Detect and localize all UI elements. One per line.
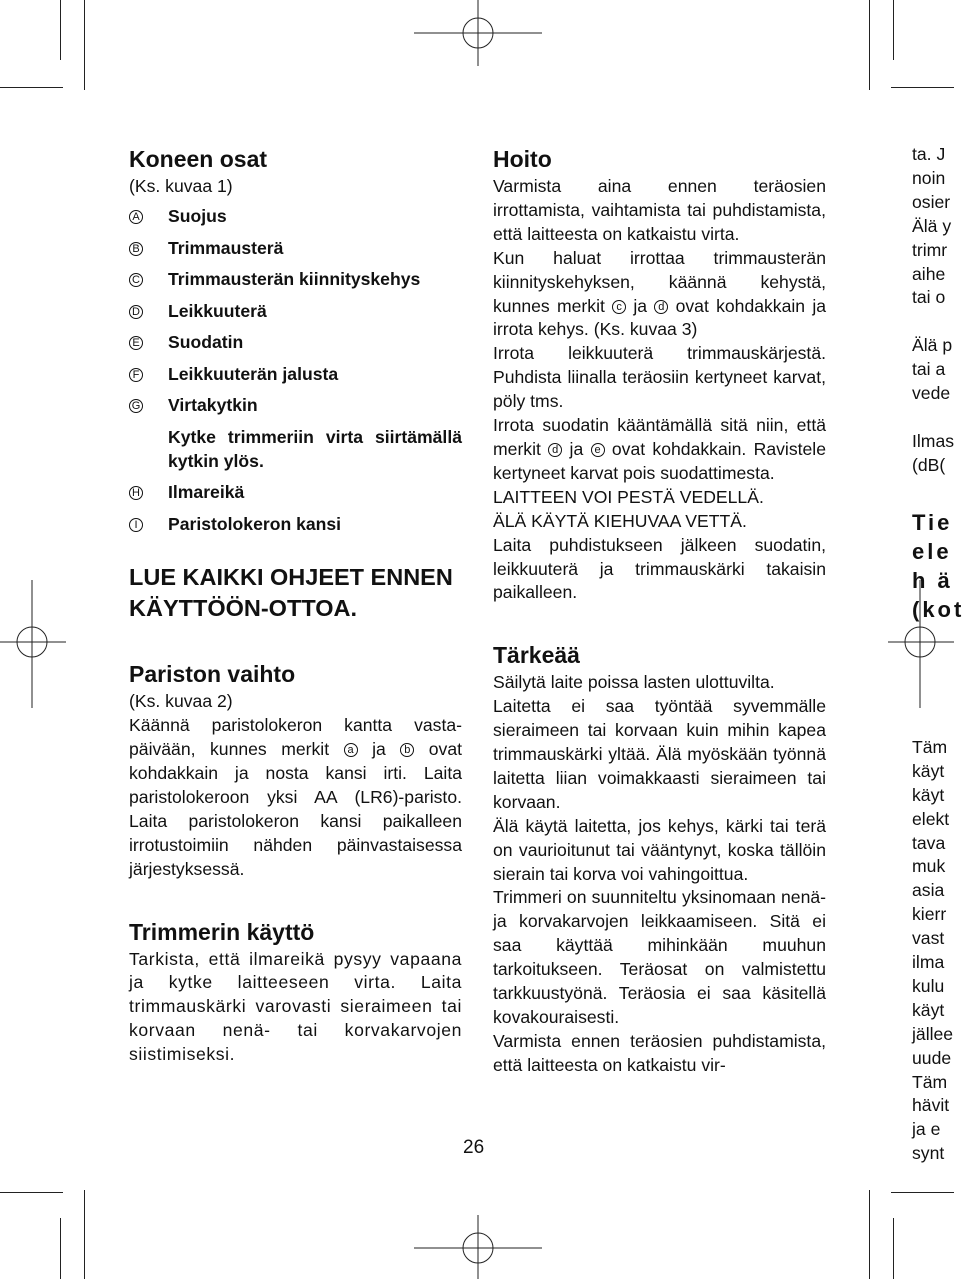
important-paragraph: Säilytä laite poissa lasten ulottuvilta. xyxy=(493,672,775,693)
part-letter-circle: E xyxy=(129,336,143,350)
section-title-trimmerin-kaytto: Trimmerin käyttö xyxy=(129,918,315,945)
left-column xyxy=(129,143,462,1067)
fragment-line: Ilmas xyxy=(912,431,955,452)
part-item xyxy=(129,394,462,426)
fragment-line: ta. J xyxy=(912,144,946,164)
care-text: ovat kohdakkain. Ravistele kertyneet karvat pois suodattimesta. xyxy=(493,438,826,483)
part-letter-circle: C xyxy=(129,273,143,287)
no-boiling-water-notice: ÄLÄ KÄYTÄ KIEHUVAA VETTÄ. xyxy=(493,510,747,531)
fragment-line: noin xyxy=(912,167,946,188)
care-text: Kun haluat irrottaa trimmausterän kiinnityskehyksen, käännä kehystä, kunnes merkit xyxy=(493,247,826,316)
crop-mark xyxy=(893,1218,894,1279)
part-label: Leikkuuterän jalusta xyxy=(168,363,339,384)
fragment-heading-line: (kot xyxy=(912,596,965,622)
fragment-line: vast xyxy=(912,928,945,949)
crop-mark xyxy=(893,0,894,60)
registration-mark-bottom xyxy=(414,1215,542,1279)
middle-column xyxy=(493,143,826,1078)
part-item xyxy=(129,513,462,545)
figure-reference: (Ks. kuvaa 2) xyxy=(129,691,233,712)
important-paragraph: Trimmeri on suunniteltu yksinomaan nenä- ja korvakarvojen leikkaamiseen. Sitä ei saa käyttää mihinkään muuhun tarkoitukseen. Teräosat on valmistettu tarkkuustyönä. Teräosia ei saa käsitellä kovakouraisesti. xyxy=(493,887,826,1027)
registration-mark-top xyxy=(414,0,542,66)
part-label: Suodatin xyxy=(168,332,244,353)
fragment-line: jällee xyxy=(912,1023,954,1044)
part-item xyxy=(129,363,462,395)
care-paragraph xyxy=(493,414,826,486)
part-label: Suojus xyxy=(168,205,227,226)
fragment-line: (dB( xyxy=(912,454,946,475)
fragment-line: aihe xyxy=(912,263,946,284)
part-label: Trimmausterä xyxy=(168,237,284,258)
crop-mark xyxy=(84,0,85,90)
part-label: Paristolokeron kansi xyxy=(168,513,342,534)
mark-c-circle: c xyxy=(612,300,626,314)
care-paragraph xyxy=(493,247,826,343)
fragment-heading-line: h ä xyxy=(912,567,953,593)
battery-text-b: ja xyxy=(372,739,386,760)
crop-mark xyxy=(891,87,954,88)
care-text: ja xyxy=(633,295,648,316)
fragment-line: tai o xyxy=(912,287,946,308)
mark-d-circle: d xyxy=(654,300,668,314)
fragment-line: ja e xyxy=(912,1119,941,1140)
care-text: ovat kohdakkain ja irrota kehys. (Ks. kuvaa 3) xyxy=(493,295,827,340)
part-item xyxy=(129,300,462,332)
page-number: 26 xyxy=(463,1137,485,1158)
crop-mark xyxy=(0,87,63,88)
care-paragraph: Laita puhdistukseen jälkeen suodatin, leikkuuterä ja trimmauskärki takaisin paikalleen. xyxy=(493,534,826,603)
part-label: Ilmareikä xyxy=(168,482,245,503)
part-letter-circle: B xyxy=(129,242,143,256)
part-item xyxy=(129,205,462,237)
fragment-line: vede xyxy=(912,383,951,404)
section-title-hoito: Hoito xyxy=(493,146,552,172)
right-column-fragment xyxy=(912,143,972,1166)
usage-instructions: Tarkista, että ilmareikä pysyy vapaana ja kytke laitteeseen virta. Laita trimmauskärki varovasti sieraimeen tai korvaan nenä- tai korvakarvojen siistimiseksi. xyxy=(129,948,462,1065)
mark-a-circle: a xyxy=(344,743,358,757)
care-paragraph: Irrota leikkuuterä trimmauskärjestä. Puhdista liinalla teräosiin kertyneet karvat, pöly tms. xyxy=(493,343,826,412)
fragment-line: käyt xyxy=(912,760,945,781)
fragment-line: Täm xyxy=(912,736,948,757)
crop-mark xyxy=(84,1190,85,1279)
fragment-line: ilma xyxy=(912,952,945,973)
crop-mark xyxy=(869,0,870,90)
part-item xyxy=(129,481,462,513)
figure-reference: (Ks. kuvaa 1) xyxy=(129,176,233,196)
fragment-line: elekt xyxy=(912,808,950,829)
care-paragraph: Varmista aina ennen teräosien irrottamista, vaihtamista tai puhdistamista, että laitteesta on katkaistu virta. xyxy=(493,176,826,244)
washable-notice: LAITTEEN VOI PESTÄ VEDELLÄ. xyxy=(493,486,764,507)
important-paragraph: Älä käytä laitetta, jos kehys, kärki tai terä on vaurioitunut tai vääntynyt, koska tällöin sierain tai korva voi vahingoittua. xyxy=(493,815,826,884)
fragment-line: asia xyxy=(912,880,945,901)
fragment-line: uude xyxy=(912,1047,952,1068)
fragment-heading-line: Tie xyxy=(912,509,953,535)
fragment-line: Älä p xyxy=(912,335,953,356)
important-paragraph: Laitetta ei saa työntää syvemmälle sieraimeen tai korvaan kuin mihin kapea trimmauskärki yltää. Älä myöskään työnnä laitetta liian voimakkaasti sieraimeen tai korvaan. xyxy=(493,696,826,812)
part-item xyxy=(129,268,462,300)
important-paragraph: Varmista ennen teräosien puhdistamista, että laitteesta on katkaistu vir- xyxy=(493,1030,826,1075)
part-letter-circle: A xyxy=(129,210,143,224)
mark-e-circle: e xyxy=(591,443,605,457)
section-title-koneen-osat: Koneen osat xyxy=(129,146,268,172)
battery-text-a: Käännä paristolokeron kantta vasta-päivään, kunnes merkit xyxy=(129,715,462,760)
fragment-line: käyt xyxy=(912,999,945,1020)
fragment-line: kierr xyxy=(912,904,947,925)
crop-mark xyxy=(891,1192,954,1193)
care-text: ja xyxy=(569,438,584,459)
part-label: Leikkuuterä xyxy=(168,300,267,321)
part-letter-circle: D xyxy=(129,305,143,319)
crop-mark xyxy=(0,1192,63,1193)
care-text: Irrota suodatin kääntämällä sitä niin, että merkit xyxy=(493,415,826,459)
fragment-heading-line: ele xyxy=(912,538,952,564)
part-item xyxy=(129,237,462,269)
fragment-line: tai a xyxy=(912,359,946,380)
fragment-line: osier xyxy=(912,191,951,212)
part-label: Trimmausterän kiinnityskehys xyxy=(168,269,421,290)
part-note-item xyxy=(129,426,462,481)
switch-note: Kytke trimmeriin virta siirtämällä kytkin ylös. xyxy=(168,427,462,471)
fragment-line: kulu xyxy=(912,975,945,996)
parts-list xyxy=(129,205,462,544)
registration-mark-left xyxy=(0,580,66,708)
fragment-line: muk xyxy=(912,856,946,877)
fragment-line: Älä y xyxy=(912,215,952,236)
battery-instructions xyxy=(129,714,462,881)
fragment-heading xyxy=(912,508,972,624)
fragment-line: käyt xyxy=(912,784,945,805)
battery-text-c: ovat kohdakkain ja nosta kansi irti. Laita paristolokeroon yksi AA (LR6)-paristo. Laita paristolokeron kansi paikalleen irrotustoimiin nähden päinvastaisessa järjestyksessä. xyxy=(129,739,463,879)
part-letter-circle: I xyxy=(129,518,143,532)
section-title-pariston-vaihto: Pariston vaihto xyxy=(129,661,296,688)
part-label: Virtakytkin xyxy=(168,395,258,416)
part-letter-circle: G xyxy=(129,399,143,413)
mark-d-circle: d xyxy=(548,443,562,457)
part-letter-circle: F xyxy=(129,368,143,382)
fragment-line: trimr xyxy=(912,239,948,260)
section-title-tarkeaa: Tärkeää xyxy=(493,642,580,669)
fragment-line: hävit xyxy=(912,1095,950,1116)
crop-mark xyxy=(869,1190,870,1279)
part-item xyxy=(129,331,462,363)
fragment-line: synt xyxy=(912,1143,945,1164)
part-letter-circle: H xyxy=(129,486,143,500)
mark-b-circle: b xyxy=(400,743,414,757)
read-instructions-warning: LUE KAIKKI OHJEET ENNEN KÄYTTÖÖN-OTTOA. xyxy=(129,564,453,622)
crop-mark xyxy=(60,1218,61,1279)
fragment-line: Täm xyxy=(912,1071,948,1092)
crop-mark xyxy=(60,0,61,60)
fragment-line: tava xyxy=(912,832,946,853)
